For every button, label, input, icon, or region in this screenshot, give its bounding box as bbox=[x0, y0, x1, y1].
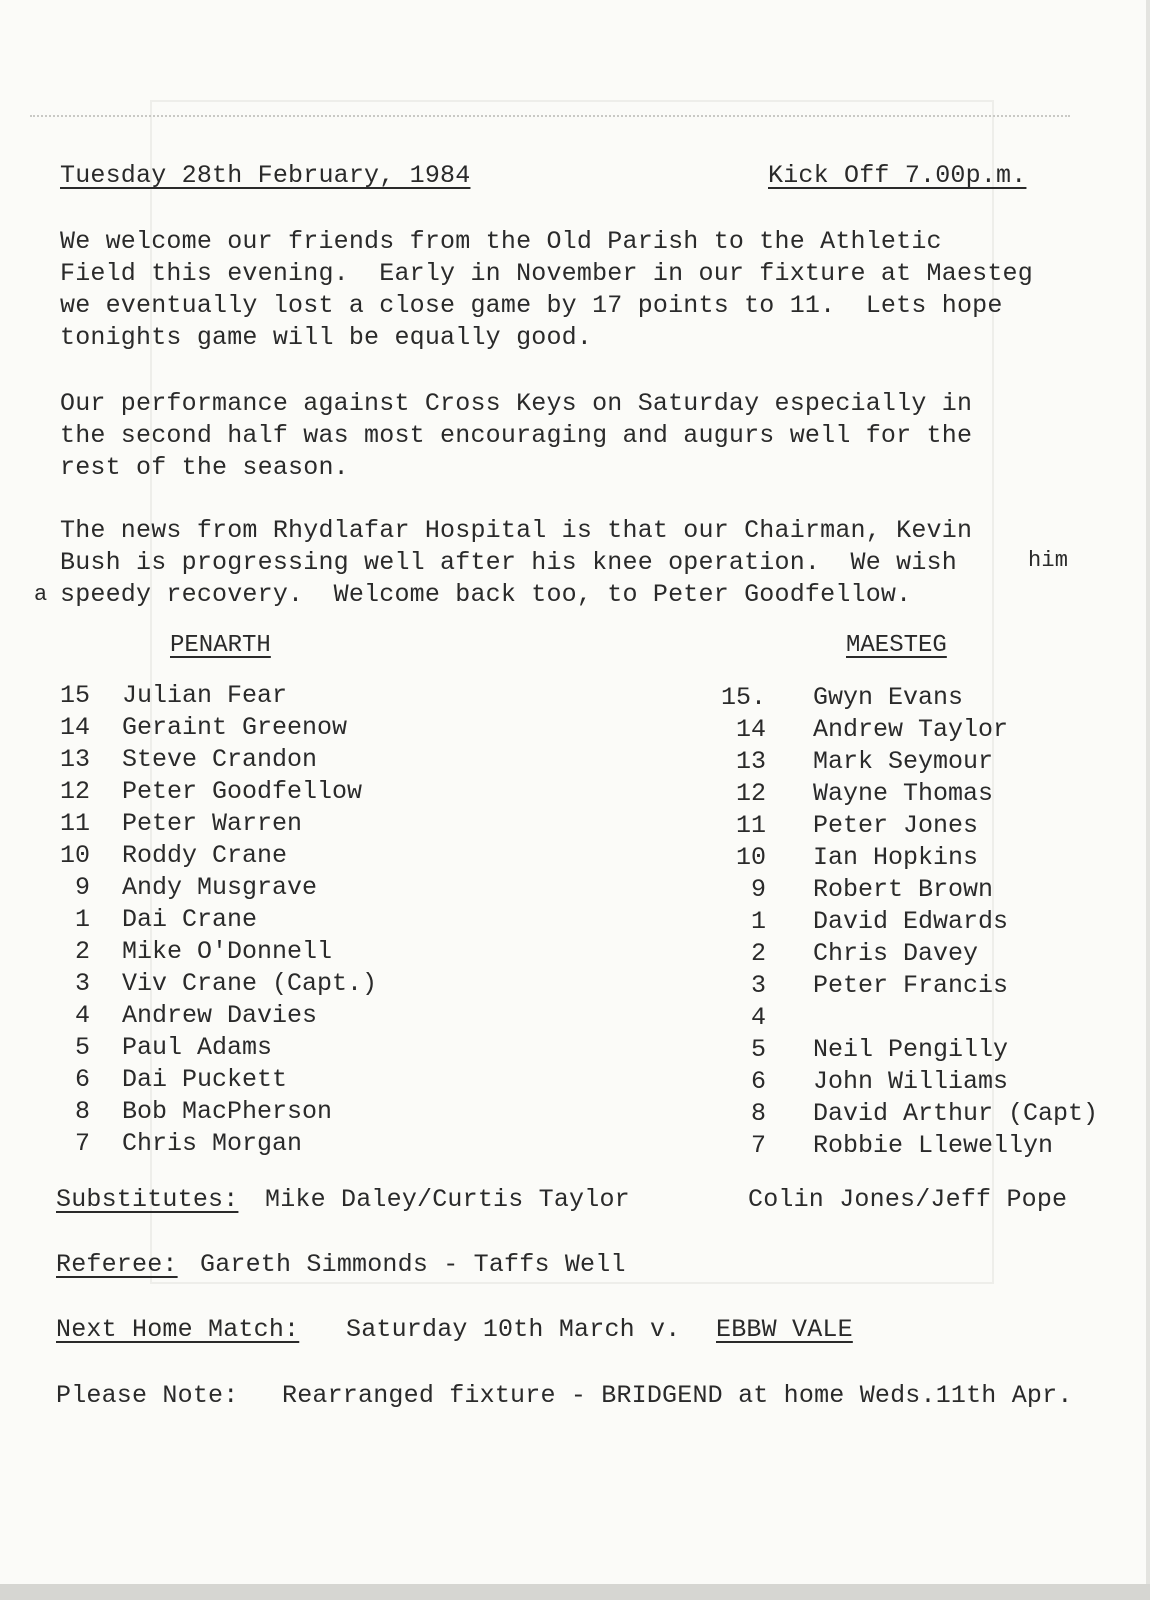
away-player-name: Wayne Thomas bbox=[813, 779, 994, 808]
away-player-name: Peter Jones bbox=[813, 811, 979, 840]
paragraph-line: tonights game will be equally good. bbox=[60, 323, 593, 352]
home-player-name: Geraint Greenow bbox=[122, 713, 348, 742]
away-player-name: Chris Davey bbox=[813, 939, 979, 968]
home-player-number: 8 bbox=[74, 1097, 90, 1126]
home-player-number: 9 bbox=[74, 873, 90, 902]
away-player-name: Ian Hopkins bbox=[813, 843, 979, 872]
kickoff-time: Kick Off 7.00p.m. bbox=[768, 161, 1027, 190]
away-player-number: 13 bbox=[735, 747, 766, 776]
home-substitutes: Mike Daley/Curtis Taylor bbox=[265, 1185, 630, 1214]
away-player-number: 14 bbox=[735, 715, 766, 744]
away-player-number: 2 bbox=[750, 939, 766, 968]
home-player-name: Andy Musgrave bbox=[122, 873, 318, 902]
home-player-name: Bob MacPherson bbox=[122, 1097, 333, 1126]
away-substitutes: Colin Jones/Jeff Pope bbox=[748, 1185, 1068, 1214]
substitutes-label: Substitutes: bbox=[56, 1185, 239, 1214]
away-player-number: 8 bbox=[750, 1099, 766, 1128]
away-player-number: 10 bbox=[735, 843, 766, 872]
home-player-number: 15 bbox=[59, 681, 90, 710]
away-player-name: Robert Brown bbox=[813, 875, 994, 904]
away-player-number: 11 bbox=[735, 811, 766, 840]
paragraph-line: we eventually lost a close game by 17 points to 11. Lets hope bbox=[60, 291, 1003, 320]
home-player-name: Roddy Crane bbox=[122, 841, 288, 870]
home-player-number: 13 bbox=[59, 745, 90, 774]
paragraph-line: the second half was most encouraging and augurs well for the bbox=[60, 421, 973, 450]
away-player-number: 6 bbox=[750, 1067, 766, 1096]
paragraph-line: Our performance against Cross Keys on Saturday especially in bbox=[60, 389, 973, 418]
match-date: Tuesday 28th February, 1984 bbox=[60, 161, 471, 190]
home-player-number: 4 bbox=[74, 1001, 90, 1030]
home-player-name: Steve Crandon bbox=[122, 745, 318, 774]
home-player-name: Dai Crane bbox=[122, 905, 258, 934]
home-player-name: Chris Morgan bbox=[122, 1129, 303, 1158]
next-match-value: Saturday 10th March v. bbox=[346, 1315, 681, 1344]
paragraph-line: speedy recovery. Welcome back too, to Peter Goodfellow. bbox=[60, 580, 912, 609]
away-player-number: 15. bbox=[720, 683, 766, 712]
dotted-rule bbox=[30, 115, 1070, 117]
home-player-number: 11 bbox=[59, 809, 90, 838]
home-player-name: Andrew Davies bbox=[122, 1001, 318, 1030]
home-player-name: Peter Goodfellow bbox=[122, 777, 363, 806]
away-team-name: MAESTEG bbox=[846, 632, 947, 659]
typed-insert-him: him bbox=[1028, 548, 1069, 573]
away-player-number: 1 bbox=[750, 907, 766, 936]
home-player-number: 3 bbox=[74, 969, 90, 998]
paragraph-line: Field this evening. Early in November in our fixture at Maesteg bbox=[60, 259, 1033, 288]
home-player-number: 1 bbox=[74, 905, 90, 934]
home-player-name: Mike O'Donnell bbox=[122, 937, 333, 966]
paragraph-line: rest of the season. bbox=[60, 453, 349, 482]
referee-value: Gareth Simmonds - Taffs Well bbox=[200, 1250, 626, 1279]
paper-edge-bottom bbox=[0, 1584, 1150, 1600]
paper-edge-right bbox=[1146, 0, 1150, 1600]
paragraph-line: We welcome our friends from the Old Parish to the Athletic bbox=[60, 227, 942, 256]
home-player-number: 7 bbox=[74, 1129, 90, 1158]
away-player-number: 12 bbox=[735, 779, 766, 808]
away-player-number: 3 bbox=[750, 971, 766, 1000]
typed-insert-a: a bbox=[34, 582, 48, 607]
away-player-name: David Edwards bbox=[813, 907, 1009, 936]
home-player-name: Peter Warren bbox=[122, 809, 303, 838]
away-player-number: 7 bbox=[750, 1131, 766, 1160]
referee-label: Referee: bbox=[56, 1250, 178, 1279]
home-player-number: 2 bbox=[74, 937, 90, 966]
home-player-number: 6 bbox=[74, 1065, 90, 1094]
away-player-name: Gwyn Evans bbox=[813, 683, 964, 712]
away-player-name: Andrew Taylor bbox=[813, 715, 1009, 744]
away-player-name: Robbie Llewellyn bbox=[813, 1131, 1054, 1160]
home-player-number: 5 bbox=[74, 1033, 90, 1062]
home-player-name: Julian Fear bbox=[122, 681, 288, 710]
home-player-name: Paul Adams bbox=[122, 1033, 273, 1062]
away-player-number: 9 bbox=[750, 875, 766, 904]
home-player-name: Dai Puckett bbox=[122, 1065, 288, 1094]
home-player-number: 14 bbox=[59, 713, 90, 742]
away-player-name: David Arthur (Capt) bbox=[813, 1099, 1099, 1128]
home-player-number: 12 bbox=[59, 777, 90, 806]
away-player-name: Neil Pengilly bbox=[813, 1035, 1009, 1064]
note-label: Please Note: bbox=[56, 1381, 239, 1410]
away-player-name: John Williams bbox=[813, 1067, 1009, 1096]
next-match-label: Next Home Match: bbox=[56, 1315, 300, 1344]
paragraph-line: The news from Rhydlafar Hospital is that our Chairman, Kevin bbox=[60, 516, 973, 545]
away-player-number: 5 bbox=[750, 1035, 766, 1064]
home-player-number: 10 bbox=[59, 841, 90, 870]
note-value: Rearranged fixture - BRIDGEND at home Weds.11th Apr. bbox=[282, 1381, 1073, 1410]
paragraph-line: Bush is progressing well after his knee operation. We wish bbox=[60, 548, 957, 577]
away-player-name: Peter Francis bbox=[813, 971, 1009, 1000]
away-player-number: 4 bbox=[750, 1003, 766, 1032]
home-team-name: PENARTH bbox=[170, 632, 271, 659]
next-match-opponent: EBBW VALE bbox=[716, 1315, 853, 1344]
away-player-name: Mark Seymour bbox=[813, 747, 994, 776]
home-player-name: Viv Crane (Capt.) bbox=[122, 969, 378, 998]
